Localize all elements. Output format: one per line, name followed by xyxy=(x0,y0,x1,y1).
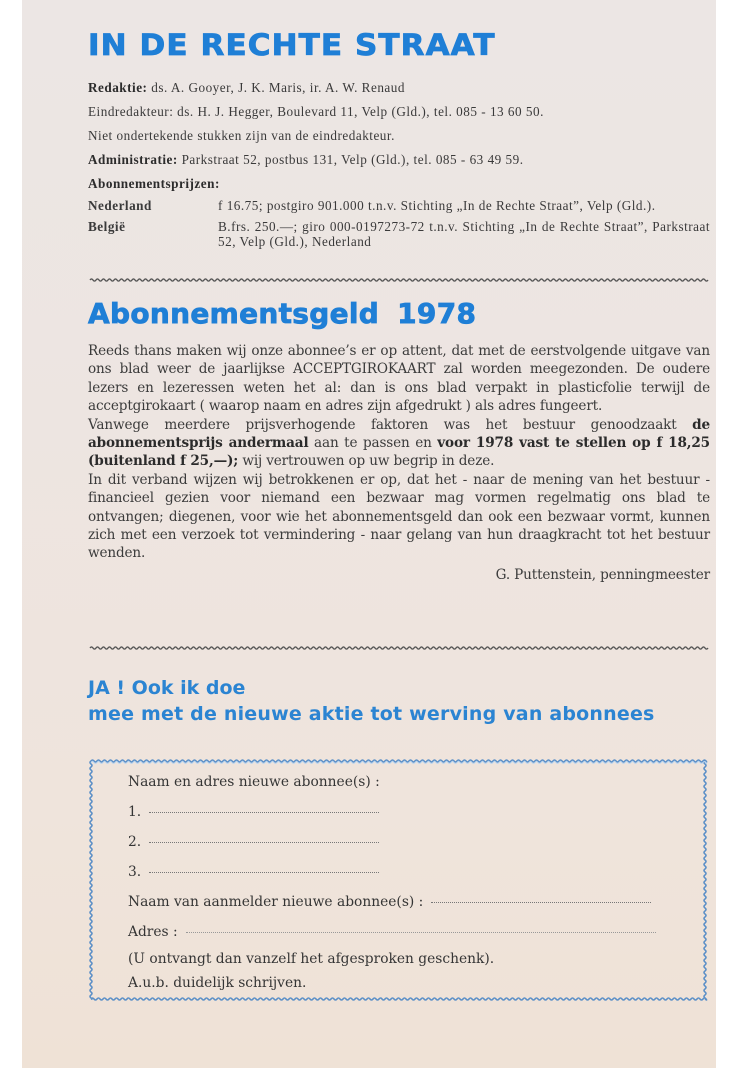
prices-heading xyxy=(88,172,710,196)
referrer-line[interactable] xyxy=(128,887,698,917)
text-run: wij vertrouwen op uw begrip in deze. xyxy=(238,453,495,470)
entry-number: 2. xyxy=(128,834,142,850)
masthead-title: IN DE RECHTE STRAAT xyxy=(88,28,496,62)
eindredakteur-line: Eindredakteur: ds. H. J. Hegger, Boulevard 11, Velp (Gld.), tel. 085 - 13 60 50. xyxy=(88,104,544,119)
subscriber-entry-1[interactable] xyxy=(128,797,698,827)
price-country: België xyxy=(88,219,126,234)
entry-field-1[interactable] xyxy=(149,811,379,813)
article-paragraph: Reeds thans maken wij onze abonnee’s er op attent, dat met de eerstvolgende uitgave van ons blad weer de jaarlijkse ACCEPTGIROKAART zal worden meegezonden. De oudere lezers en lezeressen weten het al: dan is ons blad verpakt in plasticfolie terwijl de acceptgirokaart ( waarop naam en adres zijn afgedrukt ) als adres fungeert. xyxy=(88,343,710,415)
address-label: Adres : xyxy=(128,924,178,940)
subscriber-entry-3[interactable] xyxy=(128,857,698,887)
address-line[interactable] xyxy=(128,917,698,947)
price-desc: B.frs. 250.—; giro 000-0197273-72 t.n.v. Stichting „In de Rechte Straat”, Parkstraat 52, Velp (Gld.), Nederland xyxy=(218,219,710,249)
form-fields xyxy=(128,767,698,995)
campaign-heading xyxy=(88,675,655,727)
article-title-text: Abonnementsgeld xyxy=(88,297,380,330)
address-field[interactable] xyxy=(186,931,656,933)
article-paragraph: In dit verband wijzen wij betrokkenen er op, dat het - naar de mening van het bestuur - financieel gezien voor niemand een bezwaar mag vormen regelmatig ons blad te ontvangen; diegenen, voor wie het abonnementsgeld dan ook een bezwaar vormt, kunnen zich met een verzoek tot vermindering - naar gelang van hun draagkracht tot het bestuur wenden. xyxy=(88,471,710,562)
price-row-nederland xyxy=(88,198,710,213)
subscription-form xyxy=(88,757,710,1007)
price-row-belgie xyxy=(88,219,710,249)
redaktie-value: ds. A. Gooyer, J. K. Maris, ir. A. W. Renaud xyxy=(147,80,405,95)
article-title xyxy=(88,297,476,330)
article-body xyxy=(88,342,710,584)
prices-label: Abonnementsprijzen: xyxy=(88,176,220,191)
entry-field-3[interactable] xyxy=(149,871,379,873)
referrer-field[interactable] xyxy=(431,901,651,903)
administratie-value: Parkstraat 52, postbus 131, Velp (Gld.), tel. 085 - 63 49 59. xyxy=(177,152,524,167)
price-desc: f 16.75; postgiro 901.000 t.n.v. Stichting „In de Rechte Straat”, Velp (Gld.). xyxy=(218,198,656,213)
text-run: Vanwege meerdere prijsverhogende faktoren was het bestuur genoodzaakt xyxy=(88,416,693,433)
article-paragraph xyxy=(88,416,710,471)
colophon xyxy=(88,76,710,255)
write-clearly-note: A.u.b. duidelijk schrijven. xyxy=(128,975,307,991)
new-subscribers-label: Naam en adres nieuwe abonnee(s) : xyxy=(128,774,380,790)
entry-field-2[interactable] xyxy=(149,841,379,843)
bold-run: voor 1978 vast te stellen op f 18,25 (buitenland f 25,—); xyxy=(88,435,710,470)
bold-run: de abonnementsprijs andermaal xyxy=(88,416,710,452)
article-year: 1978 xyxy=(397,297,477,330)
wavy-divider xyxy=(88,644,710,652)
referrer-label: Naam van aanmelder nieuwe abonnee(s) : xyxy=(128,894,424,910)
redaktie-line xyxy=(88,76,710,100)
entry-number: 3. xyxy=(128,864,142,880)
wavy-divider xyxy=(88,276,710,284)
signature: G. Puttenstein, penningmeester xyxy=(495,566,710,583)
gift-note: (U ontvangt dan vanzelf het afgesproken geschenk). xyxy=(128,951,495,967)
document-page xyxy=(22,0,716,1068)
administratie-line xyxy=(88,148,710,172)
redaktie-label: Redaktie: xyxy=(88,80,148,95)
entry-number: 1. xyxy=(128,804,142,820)
text-run: aan te passen en xyxy=(308,435,438,452)
administratie-label: Administratie: xyxy=(88,152,178,167)
campaign-line-1: JA ! Ook ik doe xyxy=(88,677,246,699)
subscriber-entry-2[interactable] xyxy=(128,827,698,857)
price-list xyxy=(88,198,710,249)
price-country: Nederland xyxy=(88,198,152,213)
disclaimer-line: Niet ondertekende stukken zijn van de eindredakteur. xyxy=(88,128,395,143)
campaign-line-2: mee met de nieuwe aktie tot werving van abonnees xyxy=(88,703,655,725)
